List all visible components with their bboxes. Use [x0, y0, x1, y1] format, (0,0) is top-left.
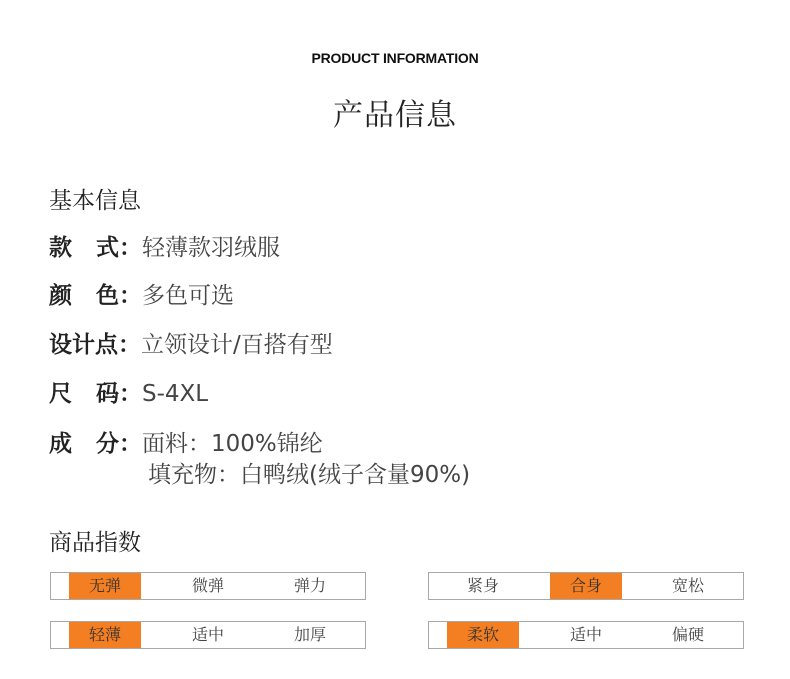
info-row-material [49, 429, 323, 459]
meter-option: 柔软 [447, 622, 519, 648]
meter-fit [428, 572, 744, 600]
meter-elasticity [50, 572, 366, 600]
meter-option: 合身 [550, 573, 622, 599]
meter-option: 轻薄 [69, 622, 141, 648]
info-value-design: 立领设计/百搭有型 [141, 332, 333, 358]
meter-thickness [50, 621, 366, 649]
meter-option: 适中 [191, 625, 224, 644]
info-value-filling: 填充物：白鸭绒(绒子含量90%) [148, 462, 471, 488]
info-label-size: 尺码： [49, 381, 142, 407]
info-row-color [49, 281, 234, 311]
meter-option: 宽松 [671, 576, 704, 595]
meter-option: 无弹 [69, 573, 141, 599]
info-row-style [49, 233, 280, 263]
meter-option: 加厚 [293, 625, 326, 644]
info-row-size [49, 379, 208, 409]
header-title-en: PRODUCT INFORMATION [311, 50, 479, 66]
info-value-material: 面料：100%锦纶 [142, 431, 323, 457]
info-label-style: 款式： [49, 235, 142, 261]
meter-option: 适中 [569, 625, 602, 644]
header-title-cn: 产品信息 [333, 98, 457, 133]
meter-softness [428, 621, 744, 649]
info-row-design [49, 330, 333, 360]
indices-title: 商品指数 [49, 530, 141, 556]
meter-option: 微弹 [191, 576, 224, 595]
info-label-design: 设计点： [49, 332, 141, 358]
info-label-color: 颜色： [49, 283, 142, 309]
info-value-style: 轻薄款羽绒服 [142, 235, 280, 261]
info-value-size: S-4XL [142, 381, 209, 407]
basic-info-title: 基本信息 [49, 188, 141, 214]
meter-option: 弹力 [293, 576, 326, 595]
info-value-color: 多色可选 [142, 283, 234, 309]
meter-option: 偏硬 [671, 625, 704, 644]
info-label-material: 成分： [49, 431, 142, 457]
meter-option: 紧身 [466, 576, 499, 595]
